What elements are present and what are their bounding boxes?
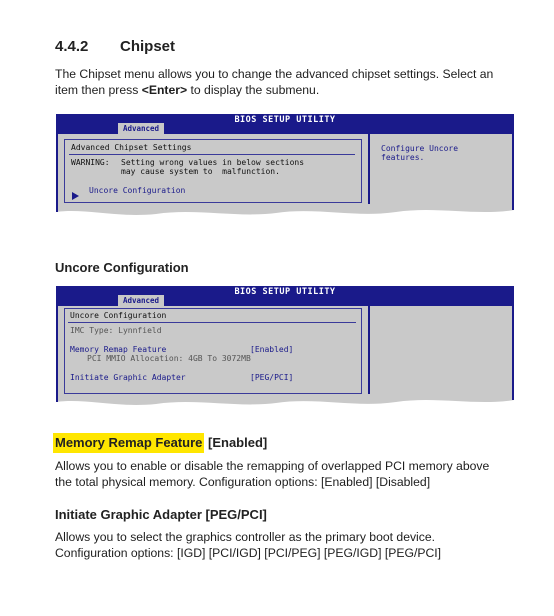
- help-line-1: Configure Uncore: [381, 144, 459, 153]
- bios-panel-divider: [368, 306, 370, 398]
- bios-title: BIOS SETUP UTILITY: [234, 115, 336, 125]
- bios-panel-divider: [368, 134, 370, 210]
- torn-edge: [56, 394, 514, 408]
- intro-paragraph: [55, 66, 525, 98]
- graphic-adapter-line-1: Allows you to select the graphics controller as the primary boot device.: [55, 530, 436, 544]
- uncore-heading: Uncore Configuration: [55, 260, 189, 275]
- submenu-arrow-icon: [72, 187, 79, 205]
- graphic-adapter-label[interactable]: Initiate Graphic Adapter: [70, 373, 186, 382]
- bios-title: BIOS SETUP UTILITY: [234, 287, 336, 297]
- memory-remap-line-1: Allows you to enable or disable the remapping of overlapped PCI memory above: [55, 459, 490, 473]
- bios-screen-uncore: [56, 286, 514, 408]
- memory-remap-value[interactable]: [Enabled]: [250, 345, 294, 354]
- section-number: 4.4.2: [55, 38, 89, 55]
- imc-type-readout: IMC Type: Lynnfield: [70, 326, 162, 335]
- settings-heading: Advanced Chipset Settings: [71, 143, 192, 152]
- memory-remap-line-2: the total physical memory. Configuration options: [Enabled] [Disabled]: [55, 475, 431, 489]
- pci-mmio-allocation: PCI MMIO Allocation: 4GB To 3072MB: [87, 354, 251, 363]
- memory-remap-heading-row: [53, 435, 267, 450]
- warning-line-1: Setting wrong values in below sections: [121, 158, 305, 167]
- heading-underline: [68, 322, 356, 323]
- section-title: Chipset: [120, 38, 176, 55]
- settings-heading: Uncore Configuration: [70, 311, 167, 320]
- memory-remap-paragraph: [55, 458, 525, 490]
- bios-body: [56, 306, 514, 398]
- graphic-adapter-heading: Initiate Graphic Adapter [PEG/PCI]: [55, 507, 267, 522]
- settings-panel: [64, 308, 362, 394]
- bios-header-bar: [56, 286, 514, 306]
- heading-underline: [69, 154, 355, 155]
- memory-remap-heading-value: [Enabled]: [204, 435, 268, 450]
- bios-screen-chipset: [56, 114, 514, 222]
- bios-body: [56, 134, 514, 210]
- tab-advanced[interactable]: Advanced: [118, 295, 164, 306]
- intro-line-2: [55, 82, 525, 98]
- intro-line-2-pre: item then press: [55, 83, 142, 97]
- tab-advanced[interactable]: Advanced: [118, 123, 164, 134]
- intro-line-2-post: to display the submenu.: [187, 83, 320, 97]
- menu-item-uncore-configuration[interactable]: Uncore Configuration: [89, 186, 186, 195]
- memory-remap-label[interactable]: Memory Remap Feature: [70, 345, 167, 354]
- warning-line-2: may cause system to malfunction.: [121, 167, 280, 176]
- warning-label: WARNING:: [71, 158, 110, 167]
- help-line-2: features.: [381, 153, 425, 162]
- graphic-adapter-paragraph: [55, 529, 525, 561]
- torn-edge: [56, 204, 514, 218]
- graphic-adapter-line-2: Configuration options: [IGD] [PCI/IGD] [PCI/PEG] [PEG/IGD] [PEG/PCI]: [55, 546, 442, 560]
- intro-line-1: The Chipset menu allows you to change the advanced chipset settings. Select an: [55, 67, 494, 81]
- enter-key-text: <Enter>: [141, 83, 188, 97]
- bios-header-bar: [56, 114, 514, 134]
- graphic-adapter-value[interactable]: [PEG/PCI]: [250, 373, 294, 382]
- settings-panel: [64, 139, 362, 203]
- memory-remap-heading: Memory Remap Feature: [53, 433, 204, 453]
